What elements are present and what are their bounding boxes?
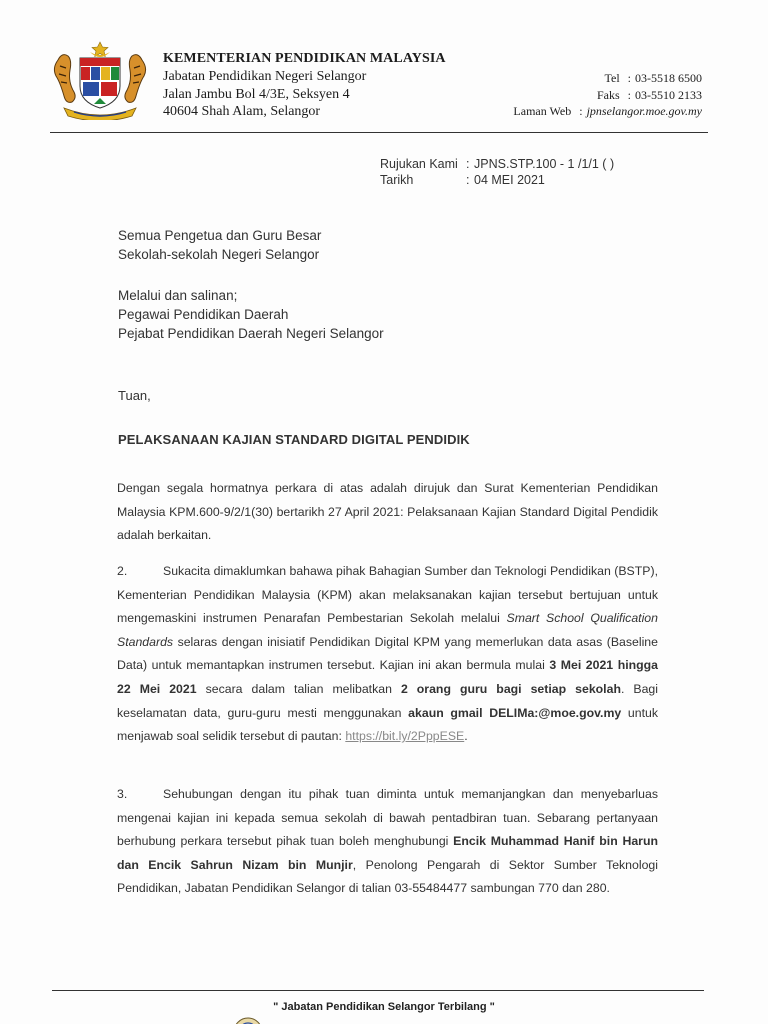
paragraph-3-text-b: , Penolong Pengarah di Sektor Sumber Teknologi Pendidikan, Jabatan Pendidikan Selangor di talian 03-55484477 sambungan 770 dan 280. [117,857,658,896]
recipient-block [118,226,321,264]
paragraph-2 [117,560,658,749]
fax-value: 03-5510 2133 [635,87,702,102]
web-value[interactable]: jpnselangor.moe.gov.my [586,104,702,118]
seal-icon [232,1014,264,1024]
fax-label: Faks [596,87,620,102]
ref-value: JPNS.STP.100 - 1 /1/1 ( ) [474,157,615,171]
tel-label: Tel [604,71,620,85]
paragraph-2-italic: Smart School Qualification Standards [117,611,658,649]
survey-dates: 3 Mei 2021 hingga 22 Mei 2021 [117,658,658,696]
organisation-block [163,50,446,121]
header-divider [50,132,708,133]
footer-motto: " Jabatan Pendidikan Selangor Terbilang " [273,1001,495,1013]
fax-row: Faks : 03-5510 2133 [596,87,702,102]
contact-block [513,70,702,120]
tel-value: 03-5518 6500 [635,71,702,85]
paragraph-2-text-d: . Bagi keselamatan data, guru-guru mesti menggunakan [117,681,658,720]
footer-divider [52,990,704,991]
recipient-line-2: Sekolah-sekolah Negeri Selangor [118,247,320,262]
via-line-1: Melalui dan salinan; [118,288,238,303]
web-row: Laman Web : jpnselangor.moe.gov.my [513,104,702,118]
participants: 2 orang guru bagi setiap sekolah [400,681,621,696]
paragraph-2-text-b: selaras dengan inisiatif Pendidikan Digital KPM yang memerlukan data asas (Baseline Data) untuk memantapkan instrumen tersebut. Kajian ini akan bermula mulai [117,634,658,673]
department-name: Jabatan Pendidikan Negeri Selangor [163,69,367,84]
tel-row: Tel : 03-5518 6500 [604,71,702,85]
via-block [118,286,384,343]
paragraph-1: Dengan segala hormatnya perkara di atas adalah dirujuk dan Surat Kementerian Pendidikan Malaysia KPM.600-9/2/1(30) bertarikh 27 April 2021: Pelaksanaan Kajian Standard Digital Pendidik adalah berkaitan. [117,481,658,543]
web-label: Laman Web [513,104,572,118]
salutation: Tuan, [118,388,151,403]
paragraph-3-text-a: Sehubungan dengan itu pihak tuan diminta untuk memanjangkan dan menyebarluas mengenai kajian ini kepada semua sekolah di bawah pentadbiran tuan. Sebarang pertanyaan berhubung perkara tersebut pihak tuan boleh menghubungi [117,787,658,849]
date-label: Tarikh [380,173,414,187]
letter-subject: PELAKSANAAN KAJIAN STANDARD DIGITAL PENDIDIK [118,432,470,447]
contact-persons: Encik Muhammad Hanif bin Harun dan Encik Sahrun Nizam bin Munjir [117,834,658,872]
paragraph-3-number: 3. [117,787,128,801]
paragraph-2-text-f: . [464,729,468,744]
via-line-2: Pegawai Pendidikan Daerah [118,307,289,322]
survey-link[interactable]: https://bit.ly/2PppESE [345,729,465,744]
address-line-2: 40604 Shah Alam, Selangor [163,104,321,119]
paragraph-2-number: 2. [117,564,128,578]
ministry-name: KEMENTERIAN PENDIDIKAN MALAYSIA [163,51,446,66]
paragraph-2-text-a: Sukacita dimaklumkan bahawa pihak Bahagian Sumber dan Teknologi Pendidikan (BSTP), Kementerian Pendidikan Malaysia (KPM) akan melaksanakan kajian tersebut bertujuan untuk mengemaskini instrumen Penarafan Pembestarian Sekolah melalui [117,564,658,626]
date-value: 04 MEI 2021 [474,173,545,187]
via-line-3: Pejabat Pendidikan Daerah Negeri Selangor [118,326,384,341]
recipient-line-1: Semua Pengetua dan Guru Besar [118,228,322,243]
address-line-1: Jalan Jambu Bol 4/3E, Seksyen 4 [163,86,350,102]
account-requirement: akaun gmail DELIMa:@moe.gov.my [408,705,622,720]
reference-block: Rujukan Kami : JPNS.STP.100 - 1 /1/1 ( ) Tarikh : 04 MEI 2021 [380,157,615,187]
paragraph-2-text-e: untuk menjawab soal selidik tersebut di pautan: [117,705,659,744]
paragraph-2-text-c: secara dalam talian melibatkan [196,681,401,696]
malaysia-coat-of-arms-icon [50,40,150,120]
ref-label: Rujukan Kami [380,157,458,171]
paragraph-3 [117,783,658,901]
